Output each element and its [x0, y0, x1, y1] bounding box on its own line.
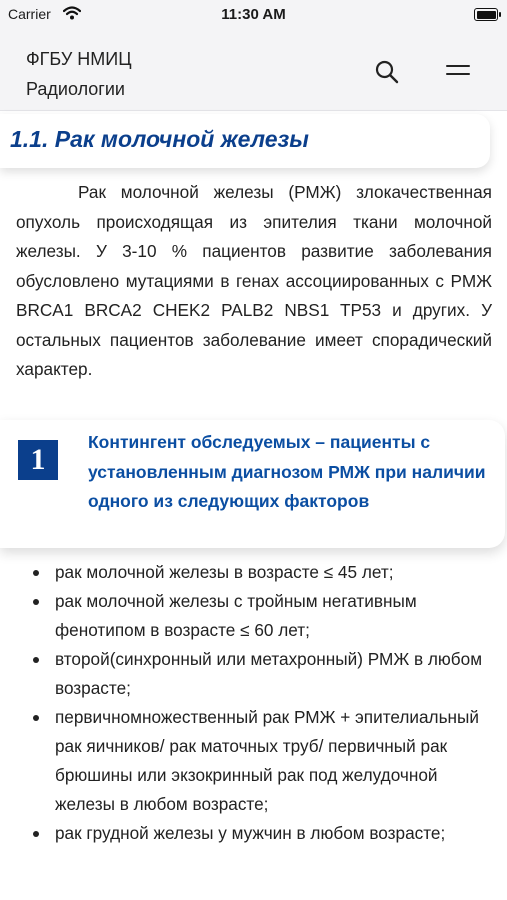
- list-item: первичномножественный рак РМЖ + эпителиальный рак яичников/ рак маточных труб/ первичный рак брюшины или экзокринный рак под желудочной железы в любом возрасте;: [0, 703, 507, 819]
- app-header: [0, 30, 507, 111]
- intro-paragraph: Рак молочной железы (РМЖ) злокачественная опухоль происходящая из эпителия ткани молочной железы. У 3-10 % пациентов развитие заболевания обусловлено мутациями в генах ассоциированных с РМЖ BRCA1 BRCA2 CHEK2 PALB2 NBS1 TP53 и других. У остальных пациентов заболевание имеет спорадический характер.: [16, 182, 492, 379]
- clock: 11:30 AM: [221, 6, 286, 23]
- carrier-label: Carrier: [8, 6, 51, 22]
- org-name-line1: ФГБУ НМИЦ: [26, 49, 132, 69]
- battery-icon: [474, 8, 498, 21]
- section-title-card: [0, 114, 490, 168]
- contingent-heading: Контингент обследуемых – пациенты с установленным диагнозом РМЖ при наличии одного из следующих факторов: [88, 432, 486, 511]
- search-icon[interactable]: [373, 58, 401, 86]
- number-badge: 1: [18, 440, 58, 480]
- list-item: рак грудной железы у мужчин в любом возрасте;: [0, 819, 507, 848]
- section-title: 1.1. Рак молочной железы: [10, 126, 309, 152]
- org-name-line2: Радиологии: [26, 79, 125, 99]
- list-item: второй(синхронный или метахронный) РМЖ в любом возрасте;: [0, 645, 507, 703]
- list-item: рак молочной железы в возрасте ≤ 45 лет;: [0, 558, 507, 587]
- hamburger-menu-icon[interactable]: [443, 58, 473, 84]
- status-bar: [0, 0, 507, 30]
- organization-name: [26, 44, 132, 104]
- contingent-card: [0, 420, 505, 548]
- criteria-list: [0, 558, 507, 848]
- list-item: рак молочной железы с тройным негативным фенотипом в возрасте ≤ 60 лет;: [0, 587, 507, 645]
